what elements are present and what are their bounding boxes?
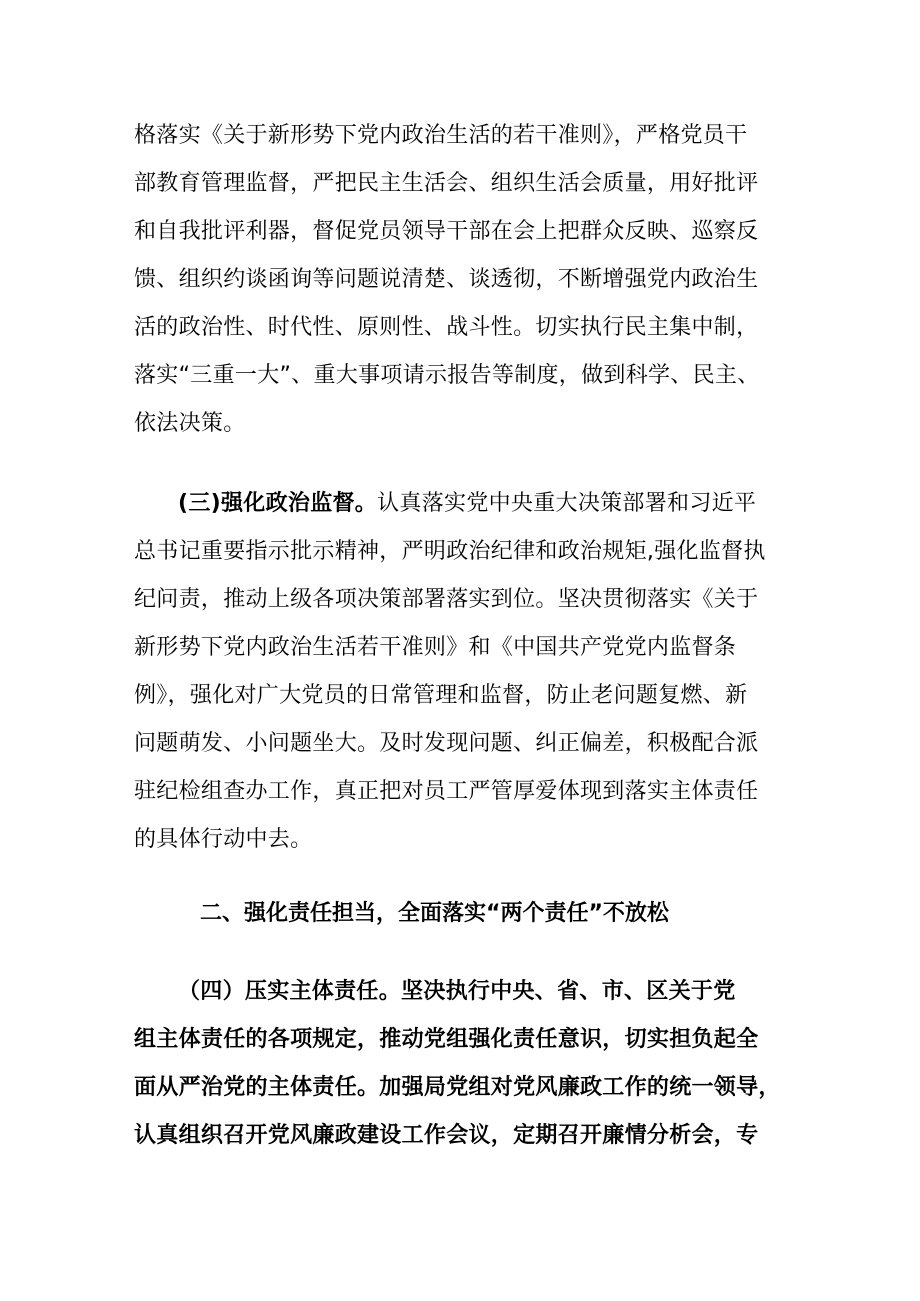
paragraph-2-line: 新形势下党内政治生活若干准则》和《中国共产党党内监督条 <box>134 635 737 660</box>
paragraph-3-line: 组主体责任的各项规定，推动党组强化责任意识，切实担负起全 <box>134 1027 759 1052</box>
paragraph-2-line: 的具体行动中去。 <box>134 827 313 852</box>
paragraph-2-line: 问题萌发、小问题坐大。及时发现问题、纠正偏差，积极配合派 <box>134 731 759 756</box>
paragraph-3-line: 认真组织召开党风廉政建设工作会议，定期召开廉情分析会，专 <box>134 1123 759 1148</box>
paragraph-2-first-rest: 认真落实党中央重大决策部署和习近平 <box>377 491 757 516</box>
paragraph-1-line: 落实“三重一大”、重大事项请示报告等制度，做到科学、民主、 <box>134 363 760 388</box>
paragraph-2-line: 纪问责，推动上级各项决策部署落实到位。坚决贯彻落实《关于 <box>134 587 759 612</box>
paragraph-2-lead: (三)强化政治监督。 <box>178 491 378 516</box>
paragraph-2-line: 例》，强化对广大党员的日常管理和监督，防止老问题复燃、新 <box>134 683 748 708</box>
paragraph-1-line: 依法决策。 <box>134 411 246 436</box>
paragraph-1-line: 格落实《关于新形势下党内政治生活的若干准则》，严格党员干 <box>134 123 748 148</box>
paragraph-2-line: 总书记重要指示批示精神，严明政治纪律和政治规矩,强化监督执 <box>134 539 766 564</box>
paragraph-1-line: 部教育管理监督，严把民主生活会、组织生活会质量，用好批评 <box>134 171 759 196</box>
paragraph-3-line: 面从严治党的主体责任。加强局党组对党风廉政工作的统一领导， <box>134 1075 781 1100</box>
paragraph-1-line: 和自我批评利器，督促党员领导干部在会上把群众反映、巡察反 <box>134 219 759 244</box>
paragraph-2-line: 驻纪检组查办工作，真正把对员工严管厚爱体现到落实主体责任 <box>134 779 759 804</box>
paragraph-1-line: 馈、组织约谈函询等问题说清楚、谈透彻，不断增强党内政治生 <box>134 267 759 292</box>
paragraph-1-line: 活的政治性、时代性、原则性、战斗性。切实执行民主集中制， <box>134 315 759 340</box>
paragraph-2-first-line <box>178 486 794 522</box>
paragraph-3-first-line: （四）压实主体责任。坚决执行中央、省、市、区关于党 <box>178 979 736 1004</box>
section-heading: 二、强化责任担当，全面落实“两个责任”不放松 <box>200 901 669 926</box>
